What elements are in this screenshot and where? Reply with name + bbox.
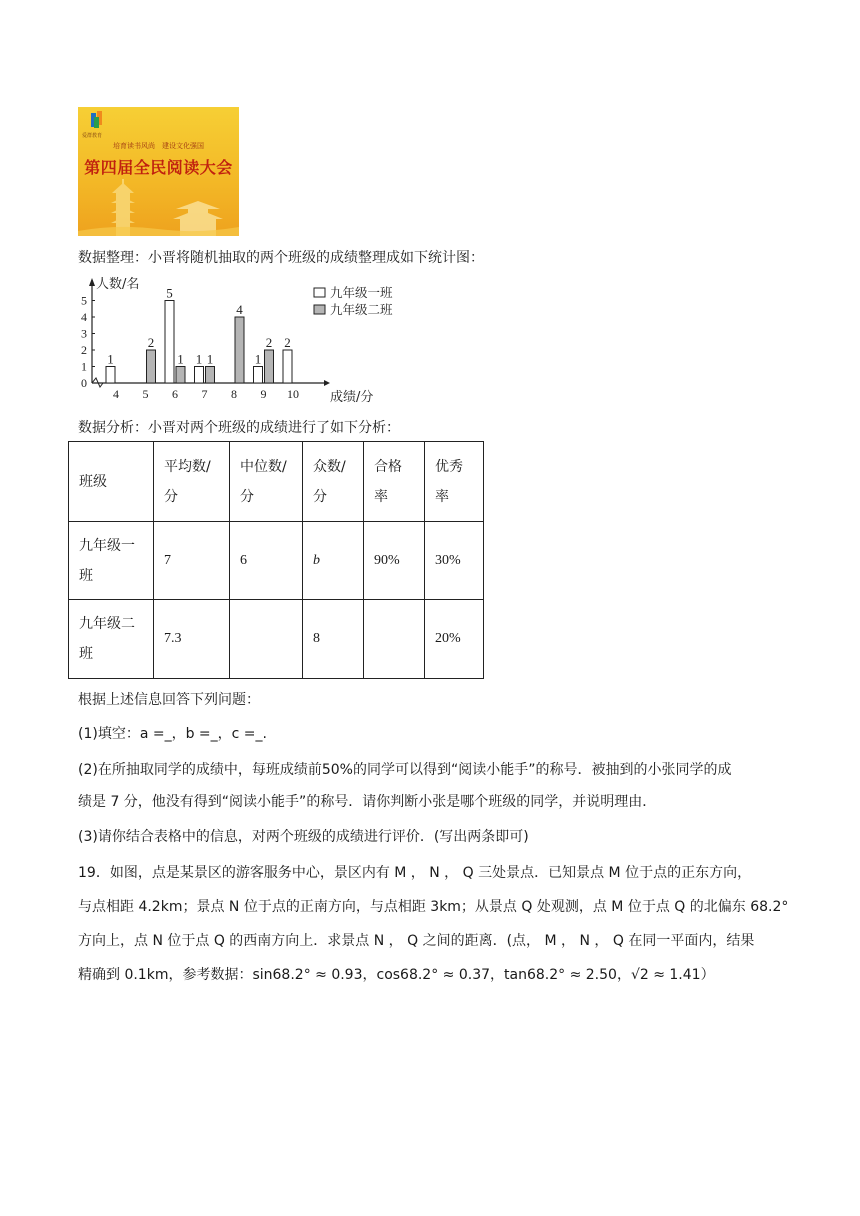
y-tick-label: 3 [81, 326, 87, 341]
bar-value-label: 1 [177, 351, 184, 367]
poster-logo-text: 爱群教育 [82, 133, 103, 139]
problem-19-line-4: 精确到 0.1km，参考数据：sin68.2° ≈ 0.93，cos68.2° ≈ 0.37，tan68.2° ≈ 2.50，√2 ≈ 1.41） [78, 967, 715, 983]
y-tick-label: 0 [81, 376, 87, 390]
reading-conference-poster [78, 107, 239, 236]
bar-value-label: 4 [236, 302, 243, 317]
bar-class-2 [265, 350, 274, 383]
poster-slogan: 培育读书风尚 建设文化强国 [113, 142, 204, 150]
table-header-cell: 平均数/分 [154, 442, 230, 522]
table-header-cell: 众数/分 [303, 442, 364, 522]
y-tick-label: 4 [81, 310, 87, 324]
answer-intro-text: 根据上述信息回答下列问题： [78, 692, 260, 708]
table-header-cell: 中位数/分 [230, 442, 303, 522]
table-cell: 7.3 [154, 600, 230, 679]
legend-swatch [314, 305, 325, 314]
bar-value-label: 1 [254, 351, 262, 367]
table-cell [364, 600, 425, 679]
data-analysis-text: 数据分析：小晋对两个班级的成绩进行了如下分析： [78, 420, 400, 436]
question-2-line-2: 绩是 7 分，他没有得到“阅读小能手”的称号．请你判断小张是哪个班级的同学，并说明理由． [78, 794, 657, 810]
question-1: (1)填空：a =_，b =_，c =_. [78, 726, 267, 742]
table-cell: 90% [364, 522, 425, 600]
bar-value-label: 2 [265, 335, 273, 350]
y-tick-label: 5 [81, 293, 87, 308]
bar-class-2 [206, 367, 215, 384]
bar-class-1 [165, 301, 174, 384]
x-tick-label: 6 [172, 387, 178, 401]
legend-label: 九年级二班 [330, 302, 393, 317]
y-tick-label: 1 [81, 359, 87, 374]
legend-label: 九年级一班 [330, 285, 393, 300]
x-tick-label: 10 [287, 387, 299, 401]
class-stats-table [68, 441, 484, 679]
table-row [69, 600, 484, 679]
bar-value-label: 1 [195, 351, 203, 367]
table-cell: 8 [303, 600, 364, 679]
legend-swatch [314, 288, 325, 297]
x-axis-arrow [324, 380, 330, 386]
table-header-cell: 班级 [69, 442, 154, 522]
poster-headline: 第四届全民阅读大会 [84, 158, 233, 177]
x-tick-label: 4 [113, 387, 119, 401]
bar-class-1 [283, 350, 292, 383]
table-cell: 九年级二班 [69, 600, 154, 679]
bar-class-1 [195, 367, 204, 384]
score-bar-chart [72, 272, 412, 407]
bar-value-label: 2 [147, 335, 155, 350]
y-tick-label: 2 [81, 343, 87, 357]
problem-19-line-3: 方向上，点 N 位于点 Q 的西南方向上．求景点 N ， Q 之间的距离．(点， M ， N ， Q 在同一平面内，结果 [78, 933, 755, 949]
table-cell: 九年级一班 [69, 522, 154, 600]
data-arrangement-text: 数据整理：小晋将随机抽取的两个班级的成绩整理成如下统计图： [78, 250, 484, 266]
bar-class-1 [106, 367, 115, 384]
bar-class-1 [254, 367, 263, 384]
x-tick-label: 7 [201, 387, 208, 401]
x-axis-label: 成绩/分 [330, 390, 374, 405]
x-tick-label: 8 [231, 387, 237, 401]
table-cell: 6 [230, 522, 303, 600]
bar-class-2 [176, 367, 185, 384]
table-cell: 30% [425, 522, 484, 600]
table-header-cell: 优秀率 [425, 442, 484, 522]
question-2-line-1: (2)在所抽取同学的成绩中，每班成绩前50%的同学可以得到“阅读小能手”的称号．被抽到的小张同学的成 [78, 762, 732, 778]
book-logo-icon [90, 111, 104, 129]
table-header-row [69, 442, 484, 522]
table-header-cell: 合格率 [364, 442, 425, 522]
table-cell: 7 [154, 522, 230, 600]
bar-class-2 [235, 317, 244, 383]
problem-19-line-1: 19．如图，点是某景区的游客服务中心，景区内有 M ， N ， Q 三处景点．已知景点 M 位于点的正东方向， [78, 865, 752, 881]
bar-value-label: 5 [166, 285, 173, 301]
question-3: (3)请你结合表格中的信息，对两个班级的成绩进行评价．(写出两条即可) [78, 829, 529, 845]
bar-value-label: 2 [284, 335, 291, 350]
table-cell [230, 600, 303, 679]
x-tick-label: 5 [142, 387, 149, 401]
table-cell: 20% [425, 600, 484, 679]
y-axis-arrow [89, 278, 95, 286]
bar-value-label: 1 [107, 351, 114, 367]
pagoda-illustration [78, 179, 239, 236]
table-row [69, 522, 484, 600]
bar-class-2 [147, 350, 156, 383]
table-cell: b [303, 522, 364, 600]
x-tick-label: 9 [260, 387, 267, 401]
y-axis-label: 人数/名 [96, 277, 140, 292]
problem-19-line-2: 与点相距 4.2km；景点 N 位于点的正南方向，与点相距 3km；从景点 Q 处观测，点 M 位于点 Q 的北偏东 68.2° [78, 899, 789, 915]
bar-value-label: 1 [206, 351, 214, 367]
